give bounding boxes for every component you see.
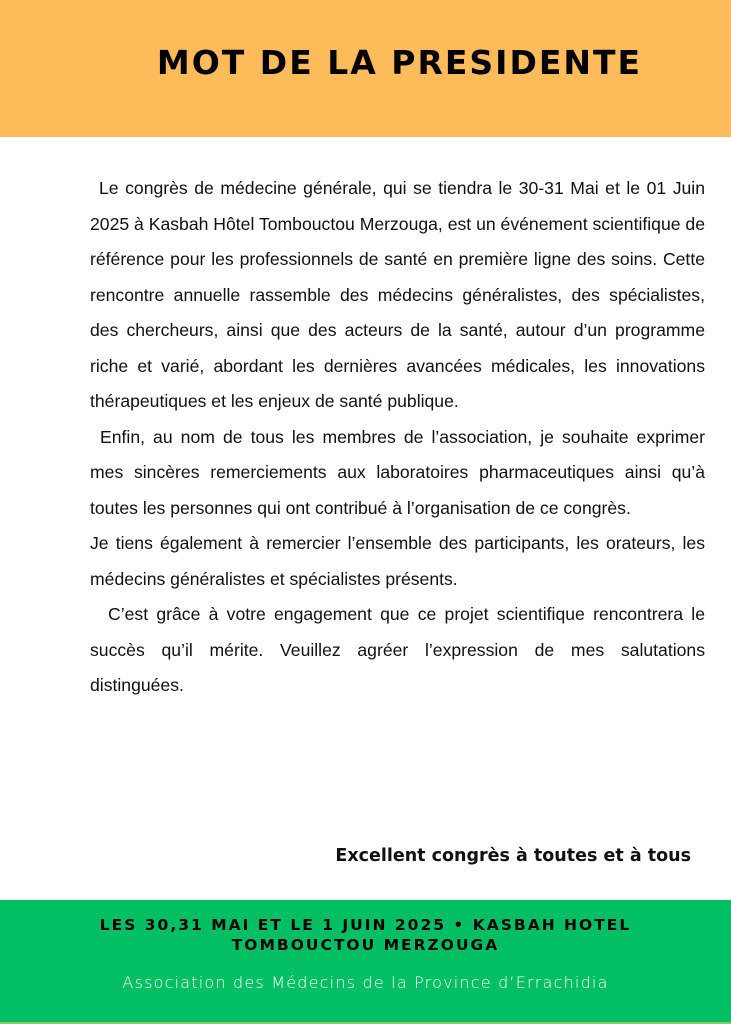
event-info xyxy=(0,915,731,955)
header-banner xyxy=(0,0,731,137)
paragraph-thanks-labs: Enfin, au nom de tous les membres de l’association, je souhaite exprimer mes sincères remerciements aux laboratoires pharmaceutiques ainsi qu’à toutes les personnes qui ont contribué à l’organisation de ce congrès. xyxy=(90,426,705,518)
letter-body xyxy=(90,171,705,704)
paragraph-conclusion: C’est grâce à votre engagement que ce projet scientifique rencontrera le succès qu’il mérite. Veuillez agréer l’expression de mes salutations distinguées. xyxy=(90,604,705,695)
event-dates-location: LES 30,31 MAI ET LE 1 JUIN 2025 • KASBAH HOTEL xyxy=(99,916,632,934)
event-venue: TOMBOUCTOU MERZOUGA xyxy=(231,936,500,954)
paragraph-thanks-participants: Je tiens également à remercier l’ensemble des participants, les orateurs, les médecins généralistes et spécialistes présents. xyxy=(90,533,705,589)
paragraph-intro: Le congrès de médecine générale, qui se tiendra le 30-31 Mai et le 01 Juin 2025 à Kasbah Hôtel Tombouctou Merzouga, est un événement scientifique de référence pour les professionnels de santé en première ligne des soins. Cette rencontre annuelle rassemble des médecins généralistes, des spécialistes, des chercheurs, ainsi que des acteurs de la santé, autour d’un programme riche et varié, abordant les dernières avancées médicales, les innovations thérapeutiques et les enjeux de santé publique. xyxy=(90,178,705,411)
page-title: MOT DE LA PRESIDENTE xyxy=(156,43,643,82)
closing-line: Excellent congrès à toutes et à tous xyxy=(335,846,691,866)
association-name: Association des Médecins de la Province d’Errachidia xyxy=(122,973,609,992)
